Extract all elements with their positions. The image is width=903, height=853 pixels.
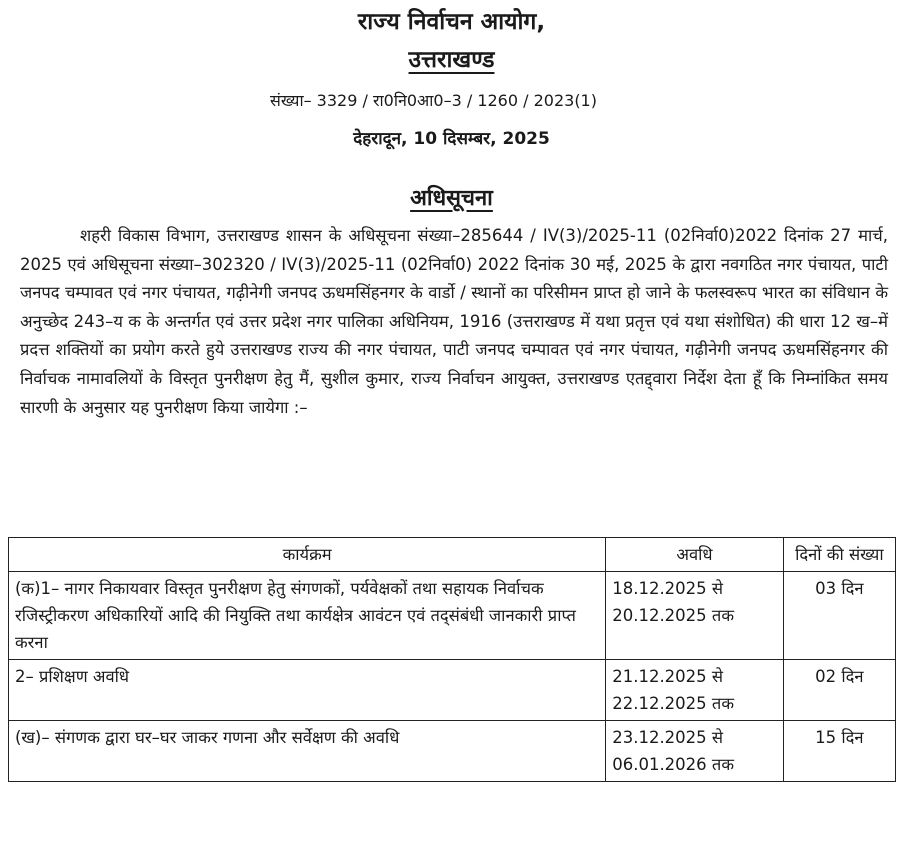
header-program: कार्यक्रम <box>9 538 606 572</box>
place-date: देहरादून, 10 दिसम्बर, 2025 <box>353 129 550 149</box>
table-row <box>9 572 896 660</box>
period-to: 20.12.2025 तक <box>612 606 734 625</box>
row-period <box>606 721 784 782</box>
notice-body: शहरी विकास विभाग, उत्तराखण्ड शासन के अधिसूचना संख्या–285644 / IV(3)/2025-11 (02निर्वा0)2022 दिनांक 27 मार्च, 2025 एवं अधिसूचना संख्या–302320 / IV(3)/2025-11 (02निर्वा0) 2022 दिनांक 30 मई, 2025 के द्वारा नवगठित नगर पंचायत, पाटी जनपद चम्पावत एवं नगर पंचायत, गढ़ीनेगी जनपद ऊधमसिंहनगर के वार्डो / स्थानों का परिसीमन प्राप्त हो जाने के फलस्वरूप भारत का संविधान के अनुच्छेद 243–य क के अन्तर्गत एवं उत्तर प्रदेश नगर पालिका अधिनियम, 1916 (उत्तराखण्ड में यथा प्रतृत्त एवं यथा संशोधित) की धारा 12 ख–में प्रदत्त शक्तियों का प्रयोग करते हुये उत्तराखण्ड राज्य की नगर पंचायत, पाटी जनपद चम्पावत एवं नगर पंचायत, गढ़ीनेगी जनपद ऊधमसिंहनगर की निर्वाचक नामावलियों के विस्तृत पुनरीक्षण हेतु मैं, सुशील कुमार, राज्य निर्वाचन आयुक्त, उत्तराखण्ड एतद्द्वारा निर्देश देता हूँ कि निम्नांकित समय सारणी के अनुसार यह पुनरीक्षण किया जायेगा :– <box>20 226 888 417</box>
period-from: 21.12.2025 से <box>612 667 724 686</box>
reference-number: संख्या– 3329 / रा0नि0आ0–3 / 1260 / 2023(1) <box>270 91 597 110</box>
row-days: 02 दिन <box>783 660 895 721</box>
table-header-row <box>9 538 896 572</box>
table-row <box>9 660 896 721</box>
header-period: अवधि <box>606 538 784 572</box>
row-program: (क)1– नागर निकायवार विस्तृत पुनरीक्षण हेतु संगणकों, पर्यवेक्षकों तथा सहायक निर्वाचक रजिस्ट्रीकरण अधिकारियों आदि की नियुक्ति तथा कार्यक्षेत्र आवंटन एवं तद्संबंधी जानकारी प्राप्त करना <box>9 572 606 660</box>
row-period <box>606 660 784 721</box>
period-from: 23.12.2025 से <box>612 728 724 747</box>
row-period <box>606 572 784 660</box>
header-days: दिनों की संख्या <box>783 538 895 572</box>
period-to: 06.01.2026 तक <box>612 755 734 774</box>
notice-title: अधिसूचना <box>410 186 493 211</box>
period-from: 18.12.2025 से <box>612 579 724 598</box>
schedule-table <box>8 537 896 782</box>
period-to: 22.12.2025 तक <box>612 694 734 713</box>
commission-name: राज्य निर्वाचन आयोग, <box>357 9 546 35</box>
table-row <box>9 721 896 782</box>
row-program: (ख)– संगणक द्वारा घर–घर जाकर गणना और सर्वेक्षण की अवधि <box>9 721 606 782</box>
row-days: 15 दिन <box>783 721 895 782</box>
state-name: उत्तराखण्ड <box>408 47 495 73</box>
row-days: 03 दिन <box>783 572 895 660</box>
row-program: 2– प्रशिक्षण अवधि <box>9 660 606 721</box>
